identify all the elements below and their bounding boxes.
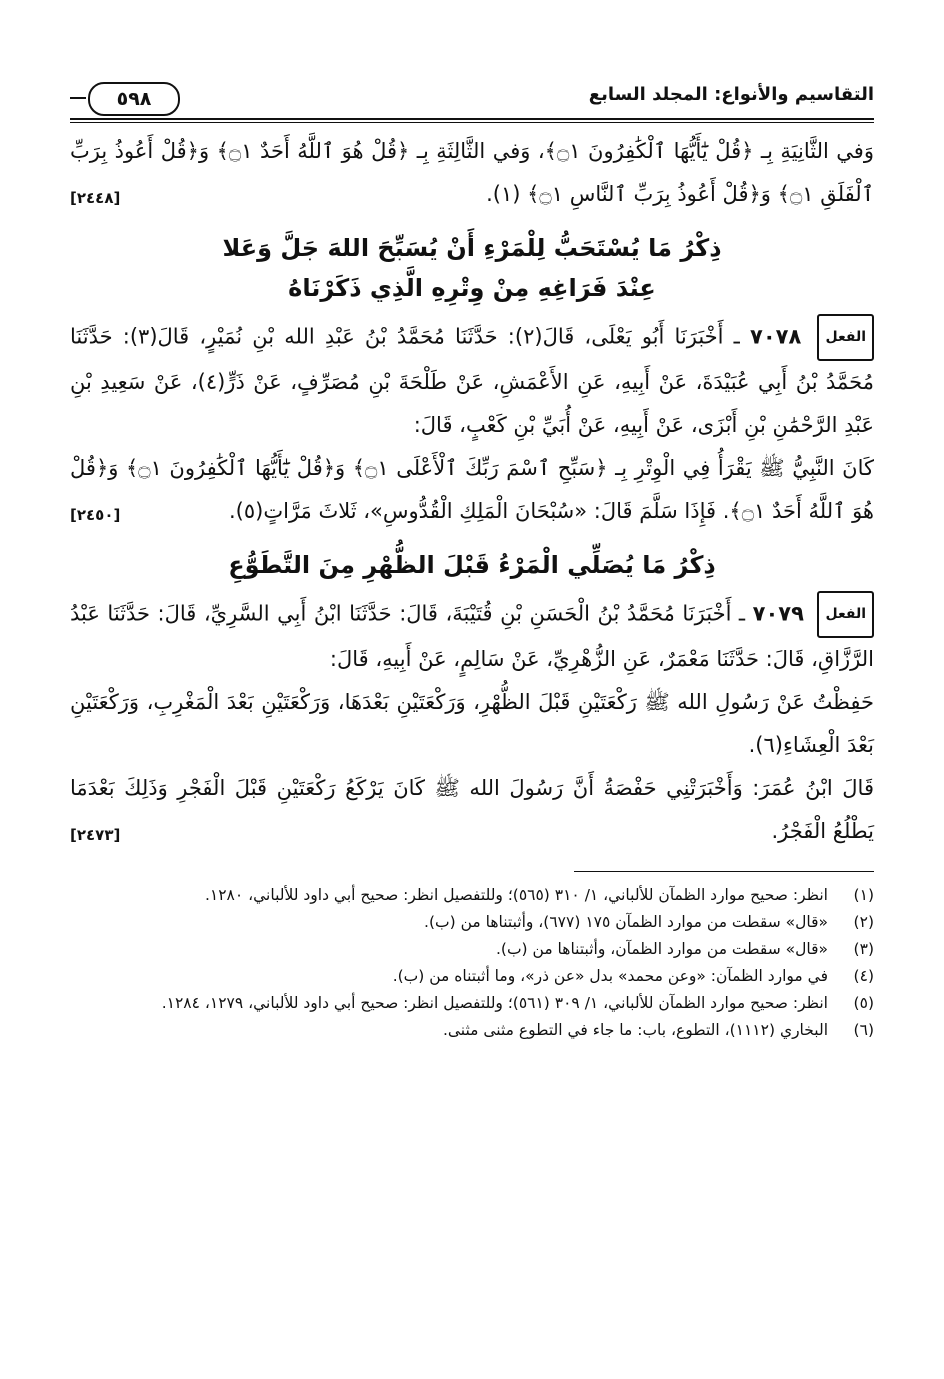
footnote-text: انظر: صحيح موارد الظمآن للألباني، ١/ ٣١٠ (٥٦٥)؛ وللتفصيل انظر: صحيح أبي داود للألباني، ١٢٨٠.	[204, 886, 828, 904]
footnote-text: في موارد الظمآن: «وعن محمد» بدل «عن ذر»، وما أثبتناه من (ب).	[392, 967, 828, 985]
isnad-text: ـ أَخْبَرَنَا مُحَمَّدُ بْنُ الْحَسَنِ بْنِ قُتَيْبَةَ، قَالَ: حَدَّثَنَا ابْنُ أَبِي السَّرِيِّ، قَالَ: حَدَّثَنَا عَبْدُ الرَّزَّاقِ، قَالَ: حَدَّثَنَا مَعْمَرٌ، عَنِ الزُّهْرِيِّ، عَنْ سَالِمٍ، عَنْ أَبِيهِ، قَالَ:	[70, 601, 874, 671]
header-rule-thin	[70, 122, 874, 123]
footnote-number: (٢)	[853, 913, 874, 931]
hadith-reference: [٢٤٥٠]	[70, 506, 121, 524]
footnote-text: «قال» سقطت من موارد الظمآن ١٧٥ (٦٧٧)، وأثبتناها من (ب).	[424, 913, 828, 931]
footnotes	[70, 882, 874, 1044]
footnote-number: (٣)	[853, 940, 874, 958]
running-title: التقاسيم والأنواع: المجلد السابع	[588, 84, 874, 105]
hadith-matn	[70, 681, 874, 767]
hadith-isnad	[70, 591, 874, 681]
page-header	[70, 80, 874, 122]
chapter-heading	[70, 545, 874, 585]
footnote-divider	[574, 871, 874, 872]
addition-text: قَالَ ابْنُ عُمَرَ: وَأَخْبَرَتْنِي حَفْصَةُ أَنَّ رَسُولَ الله ﷺ كَانَ يَرْكَعُ رَكْعَتَيْنِ قَبْلَ الْفَجْرِ وَذَلِكَ بَعْدَمَا يَطْلُعُ الْفَجْرُ.	[70, 776, 874, 843]
footnote	[70, 909, 874, 936]
footnote-number: (٤)	[853, 967, 874, 985]
hadith-reference: [٢٤٧٣]	[70, 826, 121, 844]
isnad-text: ـ أَخْبَرَنَا أَبُو يَعْلَى، قَالَ(٢): حَدَّثَنَا مُحَمَّدُ بْنُ عَبْدِ الله بْنِ نُمَيْرٍ، قَالَ(٣): حَدَّثَنَا مُحَمَّدُ بْنُ أَبِي عُبَيْدَةَ، عَنْ أَبِيهِ، عَنِ الأَعْمَشِ، عَنْ طَلْحَةَ بْنِ مُصَرِّفٍ، عَنْ ذَرٍّ(٤)، عَنْ سَعِيدِ بْنِ عَبْدِ الرَّحْمَٰنِ بْنِ أَبْزَى، عَنْ أَبِيهِ، عَنْ أُبَيِّ بْنِ كَعْبٍ، قَالَ:	[70, 324, 874, 437]
header-dash	[70, 97, 86, 99]
hadith-badge: الفعل	[817, 591, 874, 638]
paragraph-text: وَفي الثَّانِيَةِ بِـ ﴿قُلْ يَٰٓأَيُّهَا ٱلْكَٰفِرُونَ ۝١﴾، وَفي الثَّالِثَةِ بِـ ﴿قُلْ هُوَ ٱللَّهُ أَحَدٌ ۝١﴾ وَ﴿قُلْ أَعُوذُ بِرَبِّ ٱلْفَلَقِ ۝١﴾ وَ﴿قُلْ أَعُوذُ بِرَبِّ ٱلنَّاسِ ۝١﴾ (١).	[70, 139, 874, 206]
footnote	[70, 990, 874, 1017]
chapter-heading-line: ذِكْرُ مَا يُسْتَحَبُّ لِلْمَرْءِ أَنْ يُسَبِّحَ اللهَ جَلَّ وَعَلا	[222, 234, 722, 262]
footnote-text: انظر: صحيح موارد الظمآن للألباني، ١/ ٣٠٩ (٥٦١)؛ وللتفصيل انظر: صحيح أبي داود للألباني، ١٢٧٩، ١٢٨٤.	[161, 994, 828, 1012]
chapter-heading-line: عِنْدَ فَرَاغِهِ مِنْ وِتْرِهِ الَّذِي ذَكَرْنَاهُ	[288, 274, 656, 302]
header-rule	[70, 118, 874, 120]
hadith-badge: الفعل	[817, 314, 874, 361]
footnote	[70, 963, 874, 990]
chapter-heading-line: ذِكْرُ مَا يُصَلِّي الْمَرْءُ قَبْلَ الظُّهْرِ مِنَ التَّطَوُّعِ	[228, 551, 716, 579]
footnote	[70, 936, 874, 963]
matn-text: كَانَ النَّبِيُّ ﷺ يَقْرَأُ فِي الْوِتْرِ بِـ ﴿سَبِّحِ ٱسْمَ رَبِّكَ ٱلْأَعْلَى ۝١﴾ وَ﴿قُلْ يَٰٓأَيُّهَا ٱلْكَٰفِرُونَ ۝١﴾ وَ﴿قُلْ هُوَ ٱللَّهُ أَحَدٌ ۝١﴾. فَإِذَا سَلَّمَ قَالَ: «سُبْحَانَ الْمَلِكِ الْقُدُّوسِ»، ثَلاثَ مَرَّاتٍ(٥).	[70, 456, 874, 523]
paragraph-continuation	[70, 130, 874, 216]
hadith-number: ٧٠٧٨	[750, 324, 802, 349]
footnote-number: (٦)	[853, 1021, 874, 1039]
hadith-addition	[70, 767, 874, 853]
matn-text: حَفِظْتُ عَنْ رَسُولِ الله ﷺ رَكْعَتَيْنِ قَبْلَ الظُّهْرِ، وَرَكْعَتَيْنِ بَعْدَهَا، وَرَكْعَتَيْنِ بَعْدَ الْمَغْرِبِ، وَرَكْعَتَيْنِ بَعْدَ الْعِشَاءِ(٦).	[70, 690, 874, 757]
footnote	[70, 1017, 874, 1044]
hadith-number: ٧٠٧٩	[752, 601, 804, 626]
page-body	[70, 130, 874, 1044]
hadith-isnad	[70, 314, 874, 447]
footnote-text: «قال» سقطت من موارد الظمآن، وأثبتناها من (ب).	[495, 940, 828, 958]
hadith-reference: [٢٤٤٨]	[70, 189, 121, 207]
footnote	[70, 882, 874, 909]
page-number: ٥٩٨	[88, 82, 180, 116]
hadith-matn	[70, 447, 874, 533]
chapter-heading	[70, 228, 874, 308]
footnote-number: (١)	[853, 886, 874, 904]
footnote-number: (٥)	[853, 994, 874, 1012]
footnote-text: البخاري (١١١٢)، التطوع، باب: ما جاء في التطوع مثنى مثنى.	[442, 1021, 828, 1039]
